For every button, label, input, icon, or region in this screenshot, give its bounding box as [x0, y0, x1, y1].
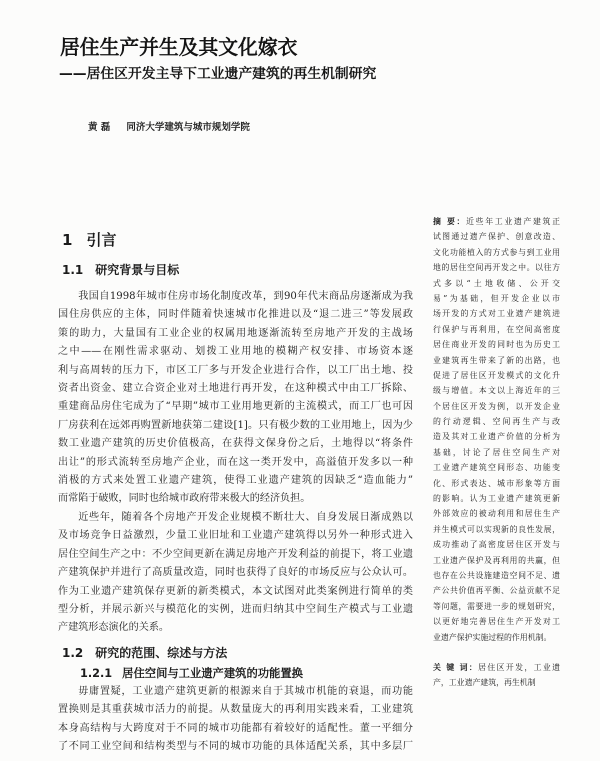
keywords-sidebar: [433, 660, 560, 691]
subsection-number: 1.1: [62, 263, 84, 277]
text-line: 及市场竞争日益激烈，少量工业旧址和工业遗产建筑得以另外一种形式进入: [58, 530, 413, 542]
text-line: 资者出资金、建立合资企业对土地进行再开发，在这种模式中由工厂拆除、: [58, 382, 413, 394]
section-number: 1: [62, 231, 73, 249]
text-line: 厂房获利在远郊再购置新地获第二建设[1]。只有极少数的工业用地上，因为少: [58, 419, 413, 431]
text-line: 场开发的方式对工业遗产建筑进: [433, 309, 560, 319]
text-line: 个居住区开发为例，以开发企业: [433, 401, 560, 411]
body-paragraph-1: [58, 288, 413, 509]
text-line: 级与增值。本文以上海近年的三: [433, 386, 560, 396]
author-line: [88, 121, 250, 134]
text-line: 造及其对工业遗产价值的分析为: [433, 432, 560, 442]
abstract-first-line: [433, 214, 560, 229]
text-line: 促进了居住区开发模式的文化升: [433, 370, 560, 380]
text-line: 之中——在刚性需求驱动、划拨工业用地的模糊产权安排、市场资本逐: [58, 346, 413, 358]
text-line: 工业遗产建筑空间形态、功能变: [433, 463, 560, 473]
text-line: 以更好地完善居住生产开发对工: [433, 617, 560, 627]
body-paragraph-3: [58, 683, 413, 757]
text-line: 型分析，并展示新兴与模范化的实例，进而归纳其中空间生产模式与工业遗: [58, 603, 413, 615]
text-line: 策的助力，大量国有工业企业的权属用地逐渐流转至房地产开发的主战场: [58, 327, 413, 339]
text-line: 工业遗产保护及再利用的共赢，但: [433, 555, 560, 565]
text-line: 作为工业遗产建筑保存更新的新类模式，本文试图对此类案例进行简单的类: [58, 585, 413, 597]
text-line: 业建筑再生带来了新的出路，也: [433, 355, 560, 365]
keywords-label: 关 键 词：: [433, 663, 479, 672]
subsubsection-number: 1.2.1: [80, 667, 113, 680]
text-line: 外部效应的被动利用和居住生产: [433, 509, 560, 519]
text-line: 成功推动了高密度居住区开发与: [433, 540, 560, 550]
abstract-sidebar: [433, 214, 560, 645]
text-line: 居住商业开发的同时也为历史工: [433, 340, 560, 350]
text-line: 产公共价值再平衡、公益贡献不足: [433, 586, 560, 596]
text-line: 国住房供应的主体，同时伴随着快速城市化推进以及“退二进三”等发展政: [58, 309, 413, 321]
keywords-body: [433, 675, 560, 690]
subsubsection-heading-function-replacement: [80, 667, 303, 681]
text-line: 本身高结构与大跨度对于不同的城市功能都有着较好的适配性。董一平细分: [58, 722, 413, 734]
abstract-body: [433, 229, 560, 645]
subsection-number: 1.2: [62, 646, 84, 660]
subsection-heading-scope: [62, 646, 227, 661]
paper-subtitle: ——居住区开发主导下工业遗产建筑的再生机制研究: [59, 66, 377, 82]
text-line: 近些年，随着各个房地产开发企业规模不断壮大、自身发展日渐成熟以: [78, 512, 413, 523]
text-line: 数工业遗产建筑的历史价值极高，在获得文保身份之后，土地得以“将条件: [58, 438, 413, 450]
section-title: 引言: [86, 231, 117, 249]
text-line: 置换则是其重获城市活力的前提。从数量庞大的再利用实践来看，工业建筑: [58, 704, 413, 716]
text-line: 利与高周转的压力下，市区工厂多与开发企业进行合作，以工厂出土地、投: [58, 364, 413, 376]
subsection-title: 研究的范围、综述与方法: [95, 646, 228, 660]
keywords-first-line: [433, 660, 560, 675]
text-line: 出让”的形式流转至房地产企业，而在这一类开发中，高溢值开发多以一种: [58, 456, 413, 468]
author-name: 黄 磊: [88, 122, 111, 133]
text-line: 地的居住空间再开发之中。以往方: [433, 263, 560, 273]
text-line: 试图通过遗产保护、创意改造、: [433, 232, 560, 242]
paper-title: 居住生产并生及其文化嫁衣: [60, 36, 298, 59]
text-line: 并生模式可以实现新的良性发展，: [433, 524, 560, 534]
abstract-text: 近些年工业遗产建筑正: [466, 217, 560, 226]
section-heading-introduction: [62, 231, 116, 249]
text-line: 居住空间生产之中：不少空间更新在满足房地产开发利益的前提下，将工业遗: [58, 548, 413, 560]
keywords-text: 居住区开发，工业遗: [478, 663, 560, 672]
text-line: 了不同工业空间和结构类型与不同的城市功能的具体适配关系，其中多层厂: [58, 741, 413, 753]
text-line: 基础，讨论了居住空间生产对: [433, 447, 560, 457]
text-line: 我国自1998年城市住房市场化制度改革，到90年代末商品房逐渐成为我: [78, 291, 413, 302]
text-line: 毋庸置疑，工业遗产建筑更新的根源来自于其城市机能的衰退，而功能: [78, 686, 413, 697]
text-line: 消极的方式来处置工业遗产建筑，使得工业遗产建筑的因缺乏“造血能力”: [58, 474, 413, 486]
text-line: 化、形式表达、城市形象等方面: [433, 478, 560, 488]
text-line: 文化功能植入的方式参与到工业用: [433, 247, 560, 257]
body-paragraph-2: [58, 509, 413, 638]
text-line: 的行动逻辑、空间再生产与改: [433, 417, 560, 427]
text-line: 等问题，需要进一步的规划研究，: [433, 601, 560, 611]
text-line: 也存在公共设施建造空间不足、遗: [433, 570, 560, 580]
text-line: 产，工业遗产建筑，再生机制: [433, 678, 536, 688]
text-line: 行保护与再利用，在空间高密度: [433, 324, 560, 334]
abstract-label: 摘 要：: [433, 217, 467, 226]
subsubsection-title: 居住空间与工业遗产建筑的功能置换: [122, 667, 303, 680]
subsection-heading-background: [62, 263, 179, 278]
text-line: 的影响。认为工业遗产建筑更新: [433, 494, 560, 504]
text-line: 产建筑保护并进行了高质量改造，同时也获得了良好的市场反应与公众认可。: [58, 567, 413, 579]
text-line: 业遗产保护实施过程的作用机制。: [433, 632, 552, 642]
author-affiliation: 同济大学建筑与城市规划学院: [126, 122, 250, 133]
text-line: 重建商品房住宅成为了“早期”城市工业用地更新的主流模式，而工厂也可因: [58, 401, 413, 413]
text-line: 易”为基础，但开发企业以市: [433, 293, 560, 303]
subsection-title: 研究背景与目标: [95, 263, 180, 277]
text-line: 产建筑形态演化的关系。: [58, 622, 170, 634]
text-line: 而常陷于破败，同时也给城市政府带来极大的经济负担。: [58, 493, 311, 505]
text-line: 式多以“土地收储、公开交: [433, 278, 560, 288]
